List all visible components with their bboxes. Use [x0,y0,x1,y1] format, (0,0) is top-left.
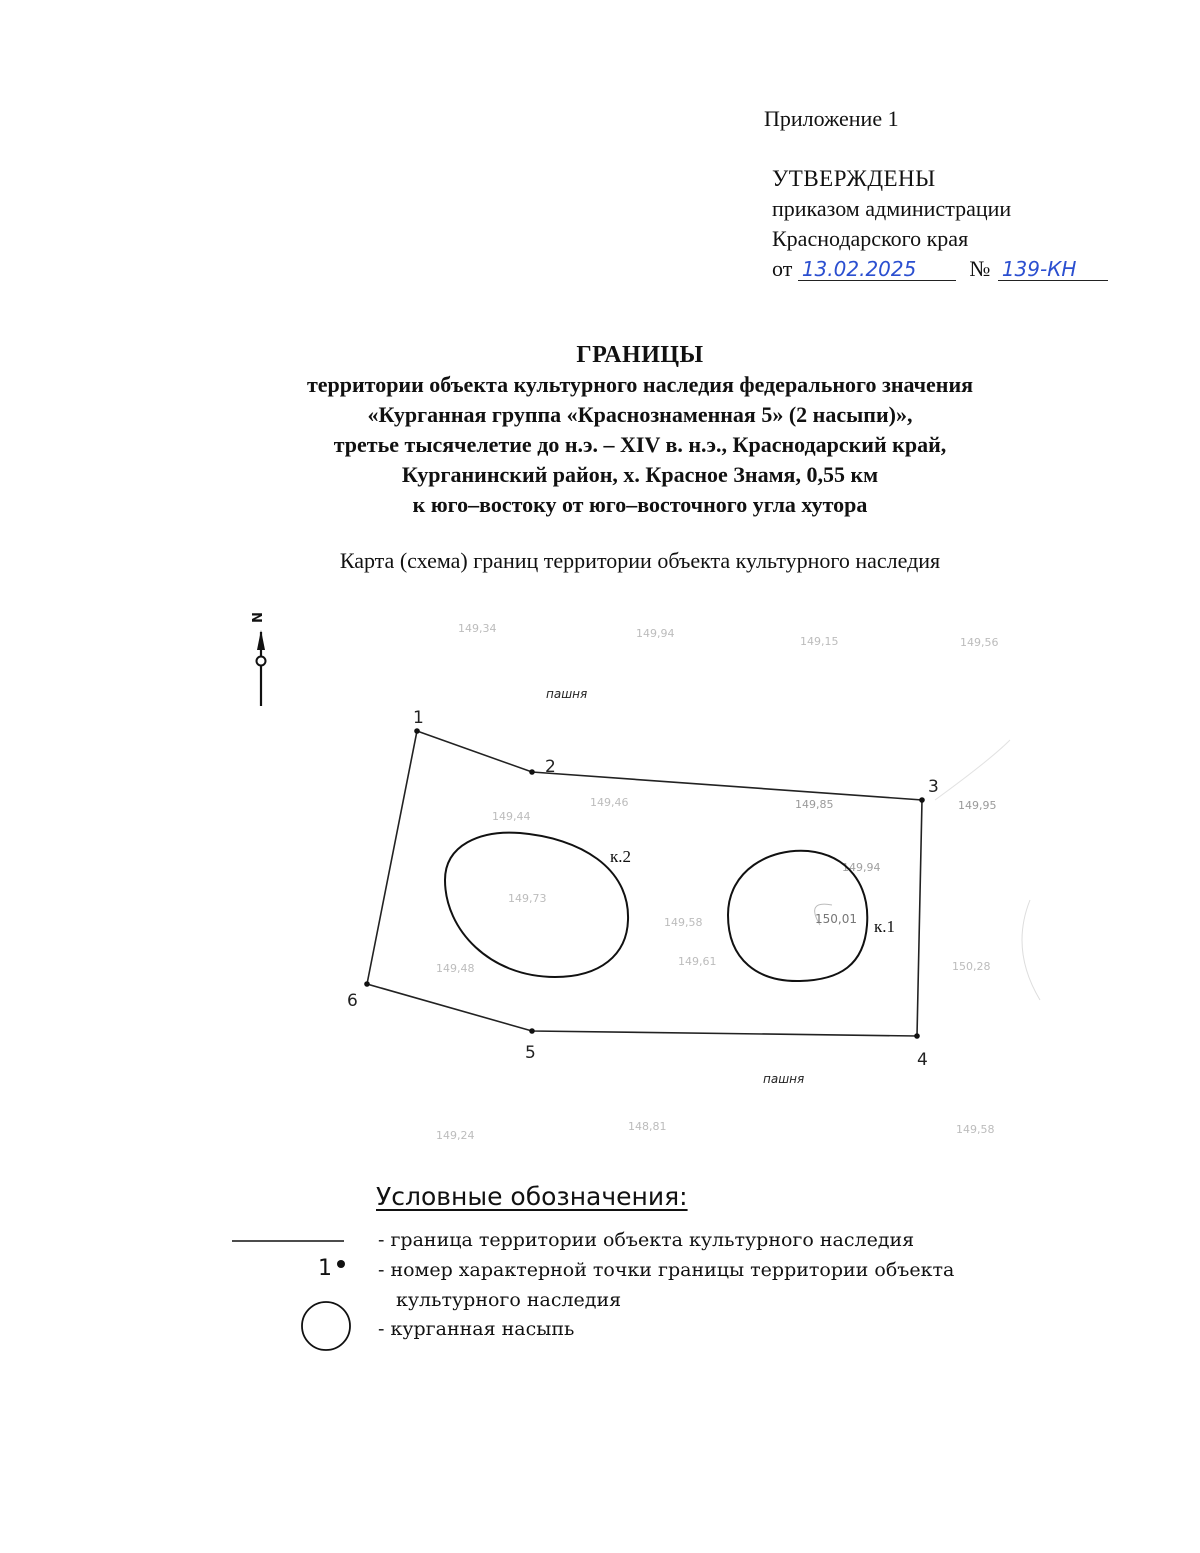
elevation-label: 149,34 [458,622,497,635]
contour-line [935,740,1010,800]
heritage-boundary [367,731,922,1036]
boundary-point-number: 5 [525,1043,536,1063]
title-line-1: территории объекта культурного наследия федерального значения [306,372,974,397]
boundary-point-number: 2 [545,757,556,777]
elevation-label: 149,24 [436,1129,475,1142]
legend-point-number: 1 [318,1256,332,1281]
elevation-label: 149,15 [800,635,839,648]
legend-boundary-text: - граница территории объекта культурного наследия [378,1229,915,1251]
contour-line [1022,900,1040,1000]
approved-by-line-2: Краснодарского края [772,226,969,251]
legend-mound-symbol [302,1302,350,1350]
date-prefix: от [772,256,793,281]
legend-title: Условные обозначения: [376,1182,688,1211]
legend-point-text: - номер характерной точки границы территории объекта [378,1259,955,1281]
approved-heading: УТВЕРЖДЕНЫ [772,166,936,191]
land-label-top: пашня [546,687,588,701]
handwritten-order-number: 139-КН [998,258,1108,281]
boundary-point [529,769,535,775]
elevation-label: 149,58 [956,1123,995,1136]
elevation-label: 150,28 [952,960,991,973]
elevation-label: 150,01 [815,912,857,926]
boundary-point-number: 3 [928,777,939,797]
elevation-label: 149,94 [842,861,881,874]
mound-label-k2: к.2 [610,847,632,866]
boundary-point-number: 4 [917,1050,928,1070]
boundary-point-number: 6 [347,991,358,1011]
legend-point-text-cont: культурного наследия [396,1289,622,1311]
approved-by-line-1: приказом администрации [772,196,1012,221]
legend-point-symbol [337,1260,345,1268]
elevation-label: 148,81 [628,1120,667,1133]
elevation-label: 149,56 [960,636,999,649]
title-line-5: к юго–востоку от юго–восточного угла хутора [412,492,868,517]
elevation-label: 149,46 [590,796,629,809]
title-line-2: «Курганная группа «Краснознаменная 5» (2 насыпи)», [367,402,913,427]
boundary-point [919,797,925,803]
elevation-label: 149,61 [678,955,717,968]
north-arrow-icon [248,612,266,706]
legend-mound-text: - курганная насыпь [378,1318,575,1340]
elevation-label: 149,73 [508,892,547,905]
handwritten-date: 13.02.2025 [798,258,956,281]
boundary-point-number: 1 [413,708,424,728]
title-line-4: Курганинский район, х. Красное Знамя, 0,55 км [401,462,879,487]
elevation-label: 149,94 [636,627,675,640]
boundary-point [914,1033,920,1039]
elevation-label: 149,85 [795,798,834,811]
number-sign: № [969,256,991,281]
mound-label-k1: к.1 [874,917,896,936]
elevation-label: 149,58 [664,916,703,929]
land-label-bottom: пашня [763,1072,805,1086]
appendix-label: Приложение 1 [764,106,899,131]
title-main: ГРАНИЦЫ [576,342,704,368]
elevation-label: 149,95 [958,799,997,812]
title-line-3: третье тысячелетие до н.э. – XIV в. н.э., Краснодарский край, [333,432,947,457]
north-label: N [248,612,263,623]
boundary-point [364,981,370,987]
elevation-label: 149,44 [492,810,531,823]
boundary-point [529,1028,535,1034]
elevation-label: 149,48 [436,962,475,975]
boundary-point [414,728,420,734]
map-caption: Карта (схема) границ территории объекта культурного наследия [339,548,941,573]
